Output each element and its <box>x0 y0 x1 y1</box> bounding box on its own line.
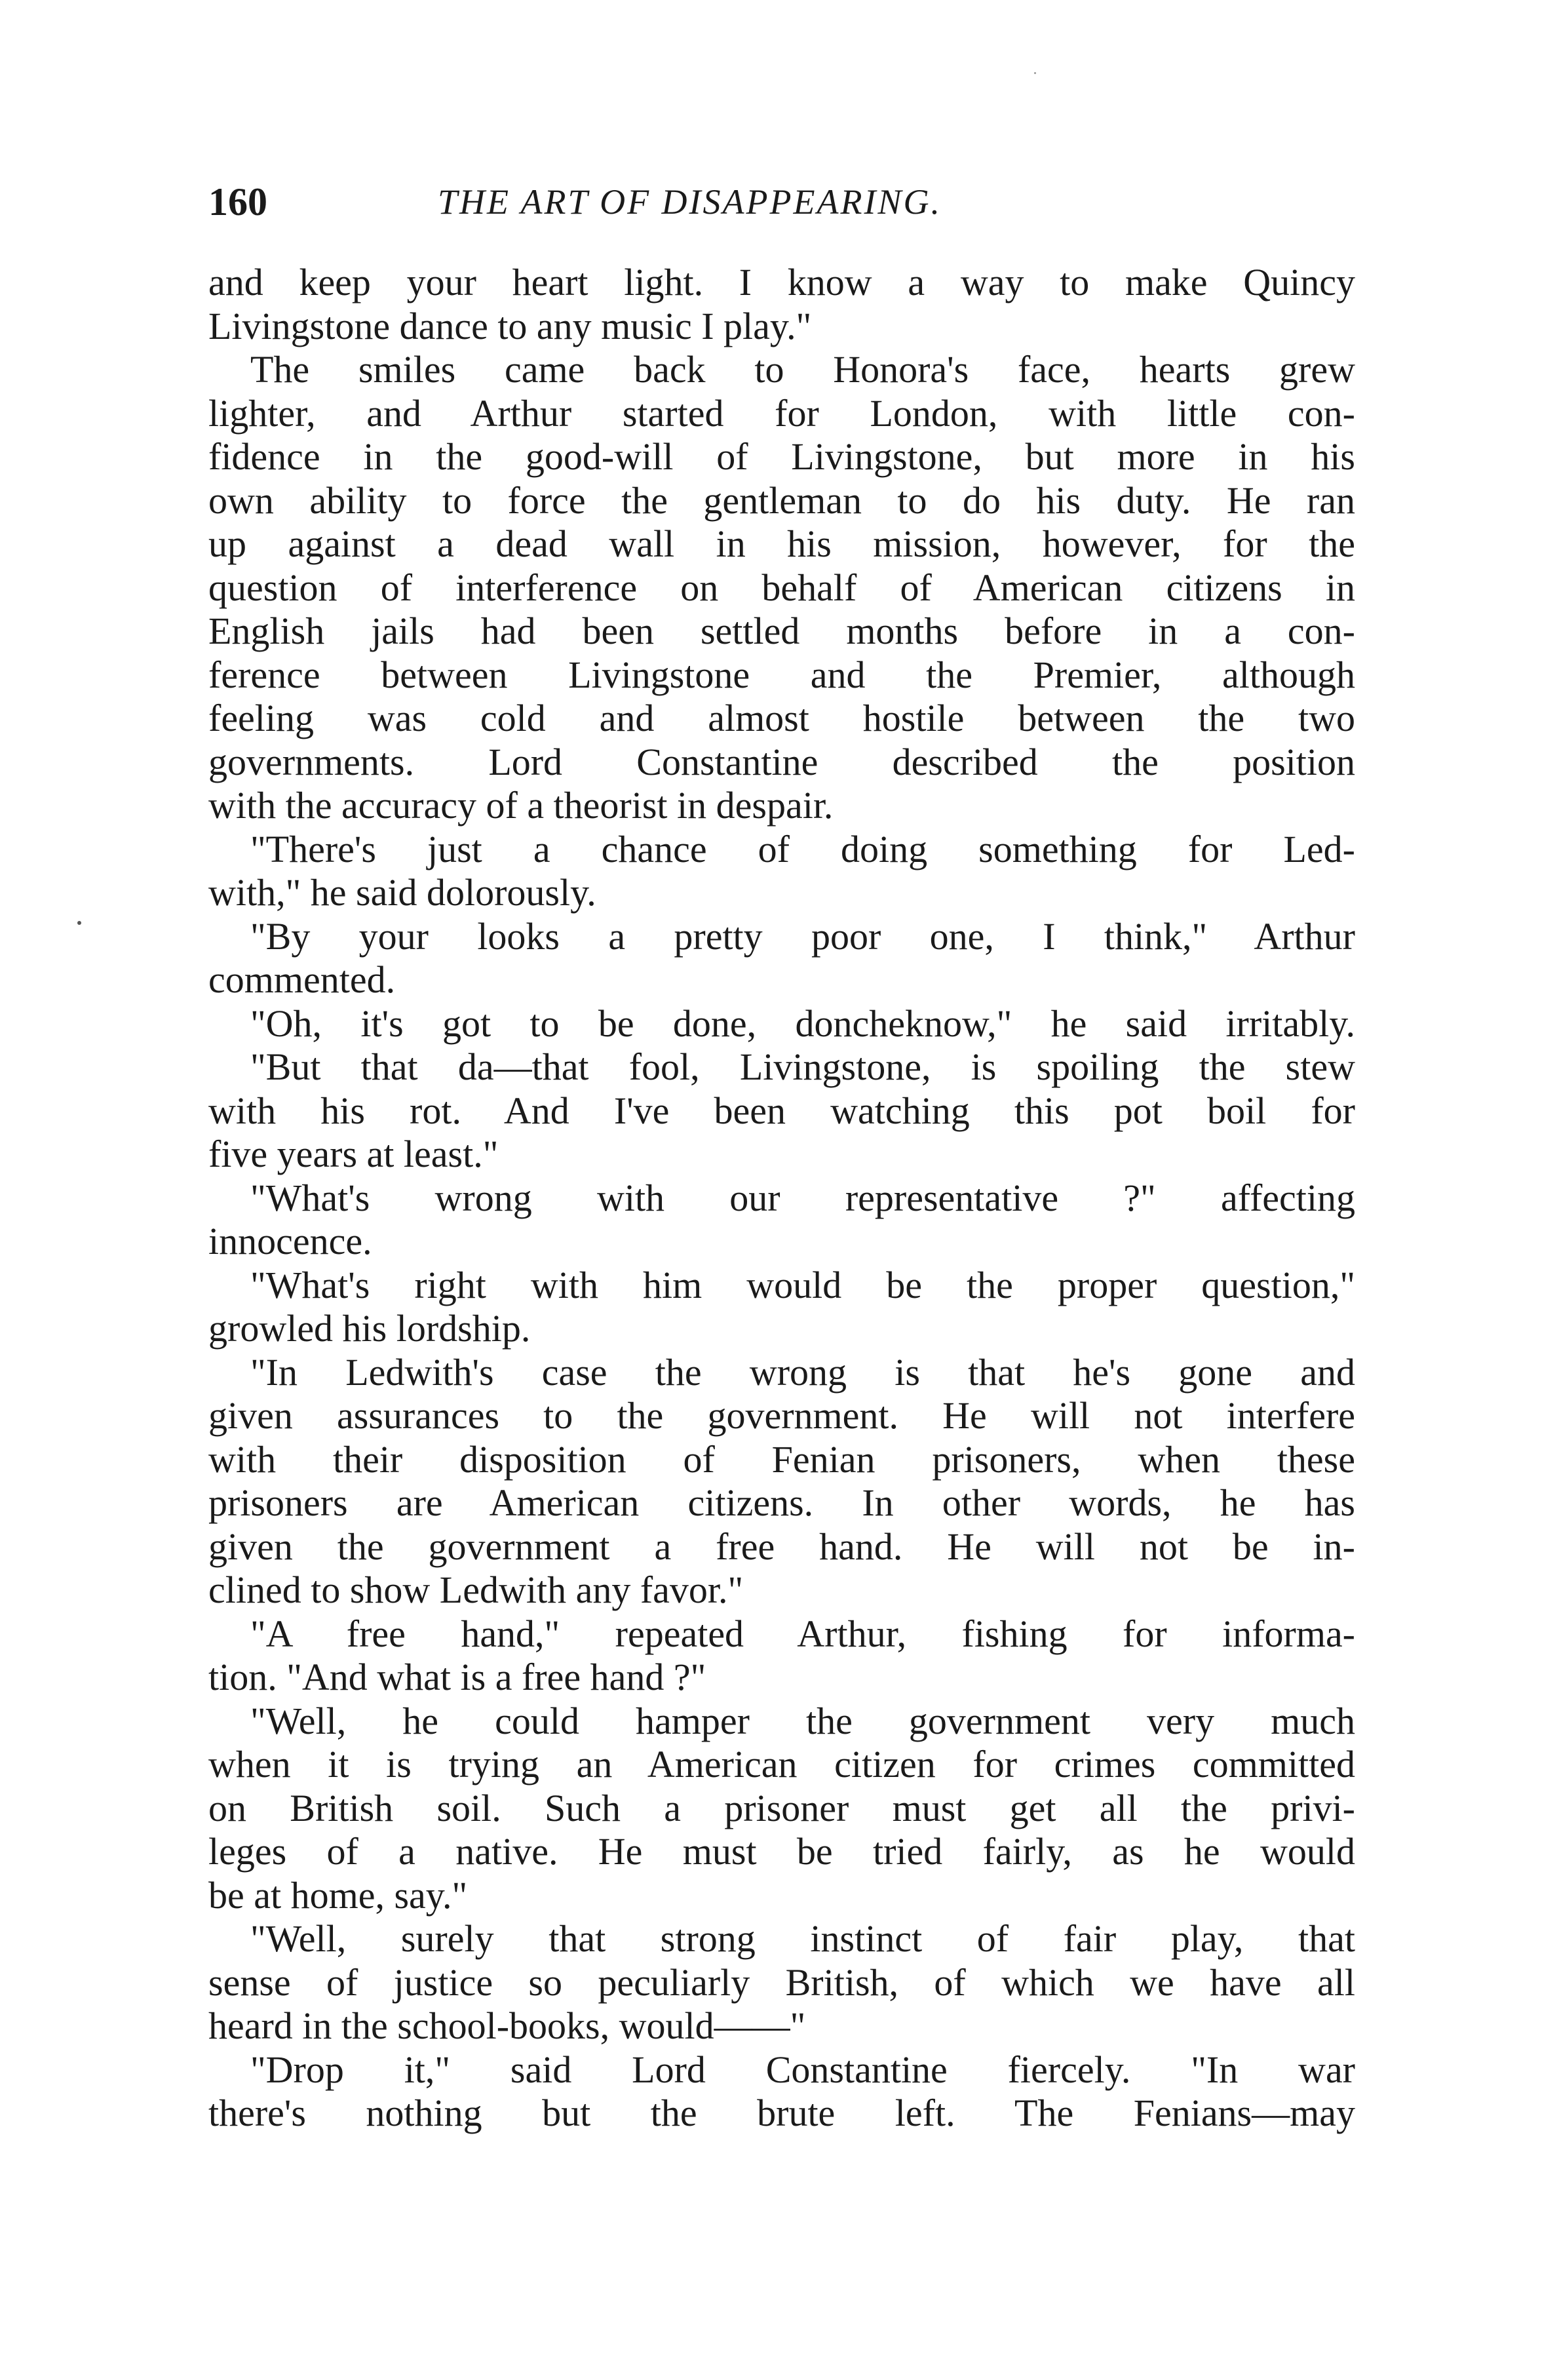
text-line: question of interference on behalf of American citizens in <box>208 566 1355 609</box>
text-line: English jails had been settled months before in a con- <box>208 610 1355 652</box>
running-title: THE ART OF DISAPPEARING. <box>438 182 942 222</box>
page-number: 160 <box>208 180 267 224</box>
text-line: on British soil. Such a prisoner must get all the privi- <box>208 1786 1355 1829</box>
text-line: "Drop it," said Lord Constantine fiercely. "In war <box>250 2048 1355 2091</box>
text-line: The smiles came back to Honora's face, hearts grew <box>250 348 1355 391</box>
text-line: leges of a native. He must be tried fairly, as he would <box>208 1830 1355 1873</box>
text-line: governments. Lord Constantine described the position <box>208 740 1355 783</box>
text-line: given the government a free hand. He will not be in- <box>208 1525 1355 1568</box>
text-line: with his rot. And I've been watching this pot boil for <box>208 1089 1355 1132</box>
text-line: five years at least." <box>208 1133 499 1175</box>
text-line: up against a dead wall in his mission, however, for the <box>208 522 1355 565</box>
text-line: "Well, he could hamper the government very much <box>250 1699 1355 1742</box>
text-line: feeling was cold and almost hostile between the two <box>208 697 1355 739</box>
text-line: innocence. <box>208 1220 372 1262</box>
text-line: "But that da—that fool, Livingstone, is spoiling the stew <box>250 1045 1355 1088</box>
paper-speck <box>1034 72 1036 74</box>
text-line: growled his lordship. <box>208 1307 531 1350</box>
paper-speck <box>77 921 81 925</box>
text-line: "What's wrong with our representative ?" affecting <box>250 1176 1355 1219</box>
text-line: tion. "And what is a free hand ?" <box>208 1656 706 1698</box>
text-line: with the accuracy of a theorist in despair. <box>208 784 834 827</box>
text-line: with," he said dolorously. <box>208 871 596 914</box>
text-line: given assurances to the government. He will not interfere <box>208 1394 1355 1437</box>
running-head <box>208 176 1355 228</box>
text-line: there's nothing but the brute left. The Fenians—may <box>208 2092 1355 2134</box>
text-line: sense of justice so peculiarly British, of which we have all <box>208 1961 1355 2004</box>
text-line: "By your looks a pretty poor one, I think," Arthur <box>250 914 1355 958</box>
text-line: prisoners are American citizens. In other words, he has <box>208 1481 1355 1524</box>
text-line: when it is trying an American citizen for crimes committed <box>208 1743 1355 1785</box>
text-line: with their disposition of Fenian prisoners, when these <box>208 1437 1355 1481</box>
text-line: "There's just a chance of doing something for Led- <box>250 827 1355 870</box>
text-line: "In Ledwith's case the wrong is that he's gone and <box>250 1350 1355 1394</box>
text-line: own ability to force the gentleman to do his duty. He ran <box>208 478 1355 522</box>
text-line: lighter, and Arthur started for London, with little con- <box>208 391 1355 435</box>
text-line: fidence in the good-will of Livingstone, but more in his <box>208 435 1355 478</box>
body-text <box>208 261 1355 2136</box>
text-line: "A free hand," repeated Arthur, fishing for informa- <box>250 1612 1355 1655</box>
text-line: clined to show Ledwith any favor." <box>208 1569 744 1611</box>
text-line: be at home, say." <box>208 1873 468 1917</box>
text-line: "Oh, it's got to be done, doncheknow," he said irritably. <box>250 1002 1355 1045</box>
text-line: ference between Livingstone and the Premier, although <box>208 653 1355 696</box>
text-line: "What's right with him would be the proper question," <box>250 1263 1355 1306</box>
text-line: commented. <box>208 958 396 1001</box>
text-line: heard in the school-books, would——" <box>208 2004 806 2047</box>
text-line: and keep your heart light. I know a way to make Quincy <box>208 261 1355 303</box>
text-line: "Well, surely that strong instinct of fair play, that <box>250 1917 1355 1960</box>
text-line: Livingstone dance to any music I play." <box>208 304 812 347</box>
